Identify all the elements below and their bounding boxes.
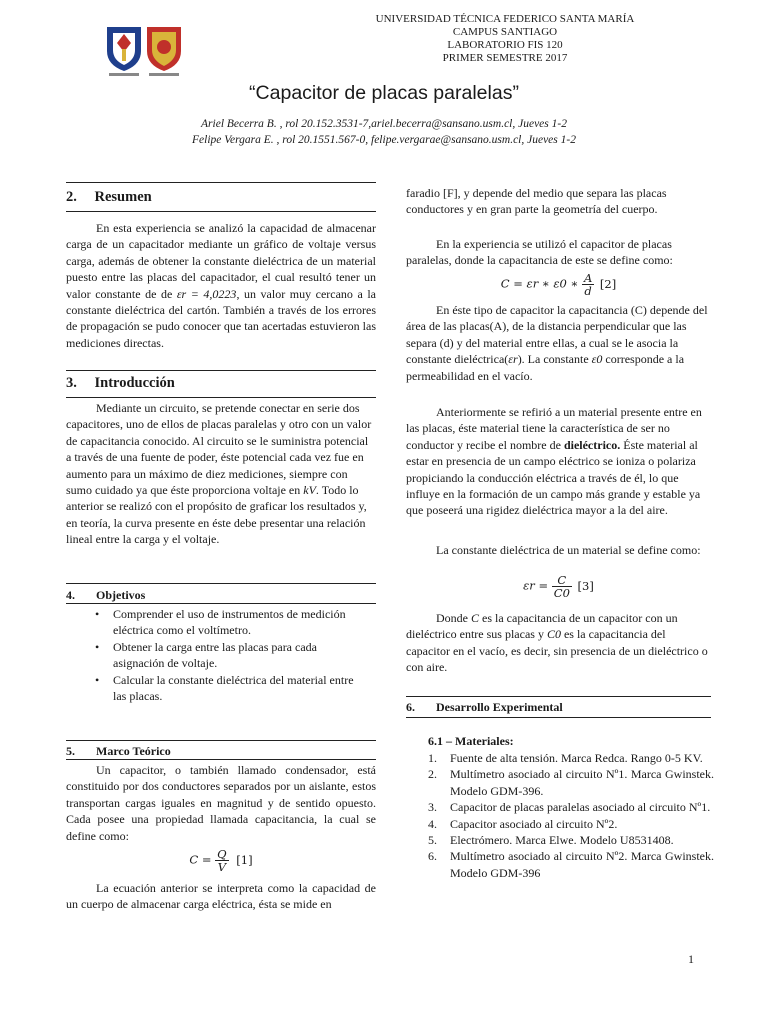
list-item: 5. Electrómero. Marca Elwe. Modelo U8531408.	[428, 833, 674, 848]
section-heading-introduccion	[66, 375, 175, 392]
section-heading-objetivos	[66, 588, 145, 603]
resumen-body-end: , un valor muy cercano a la constante dieléctrica del cartón. También a través de los errores de propagación se pudo conocer que tan acertadas estuvieron las mediciones directas.	[66, 286, 377, 350]
paper-title: “Capacitor de placas paralelas”	[249, 82, 519, 104]
symbol-epsilon-0: ε0	[591, 352, 603, 367]
dielectric-value: εr = 4,0223	[176, 286, 237, 301]
subsection-materiales: 6.1 – Materiales:	[428, 734, 514, 748]
section-heading-resumen	[66, 189, 152, 206]
objetivos-list	[88, 606, 368, 704]
section-rule	[66, 759, 376, 760]
section-title: Resumen	[94, 189, 152, 205]
section-rule	[66, 370, 376, 371]
right-column-p2	[406, 236, 711, 269]
section-rule	[66, 740, 376, 741]
marco-text	[66, 762, 376, 844]
materiales-list	[428, 750, 714, 881]
equation-lhs: εr =	[523, 578, 549, 593]
section-rule	[66, 583, 376, 584]
paragraph: faradio [F], y depende del medio que separa las placas conductores y en gran parte la geometría del cuerpo.	[406, 186, 667, 217]
bold-term: dieléctrico.	[563, 437, 621, 452]
section-title: Desarrollo Experimental	[436, 700, 563, 714]
equation-ref: [2]	[599, 276, 617, 291]
introduccion-body: Mediante un circuito, se pretende conectar en serie dos capacitores, uno de ellos de placas paralelas y otro con un valor de capacitancia conocido. Al circuito se le suministra potencial a través de una fuente de poder, éste potencial cada vez fue en aumento para un máximo de diez mediciones, siempre con sumo cuidado ya que éste proporciona voltaje en	[66, 401, 372, 498]
section-title: Objetivos	[96, 588, 146, 602]
section-title: Marco Teórico	[96, 744, 171, 758]
list-item: 2. Multímetro asociado al circuito Nº1. Marca Gwinstek. Modelo GDM-396.	[428, 767, 714, 798]
right-column-p4	[406, 404, 711, 519]
paragraph-text: ). La constante	[517, 352, 592, 367]
section-rule	[66, 603, 376, 604]
equation-2	[406, 272, 711, 297]
list-item-text: Multímetro asociado al circuito Nº1. Marca Gwinstek. Modelo GDM-396.	[450, 767, 714, 798]
symbol-c: C	[471, 611, 480, 625]
lab-name: LABORATORIO FIS 120	[447, 39, 563, 51]
university-logo-icon	[105, 25, 183, 77]
author-line: Felipe Vergara E. , rol 20.1551.567-0, felipe.vergarae@sansano.usm.cl, Jueves 1-2	[192, 134, 576, 146]
equation-numerator: Q	[217, 847, 227, 861]
list-item-text: Capacitor asociado al circuito Nº2.	[450, 816, 618, 831]
list-item: • Calcular la constante dieléctrica del material entre las placas.	[95, 672, 354, 704]
university-name: UNIVERSIDAD TÉCNICA FEDERICO SANTA MARÍA	[375, 13, 635, 25]
resumen-body: En esta experiencia se analizó la capacidad de almacenar carga de un capacitador mediante un gráfico de voltaje versus carga, además de obtener la constante dieléctrica de un material puesto entre las placas del capacitador, el cual resultó tener un valor constante de de	[66, 221, 376, 301]
paragraph: En la experiencia se utilizó el capacitor de placas paralelas, donde la capacitancia de este se define como:	[406, 237, 673, 268]
section-rule	[406, 717, 711, 718]
list-item: • Comprender el uso de instrumentos de medición eléctrica como el voltímetro.	[95, 607, 346, 638]
list-item-text: Multímetro asociado al circuito Nº2. Marca Gwinstek. Modelo GDM-396	[450, 849, 714, 880]
equation-lhs: C =	[189, 852, 212, 867]
equation-numerator: C	[552, 574, 572, 587]
semester: PRIMER SEMESTRE 2017	[442, 52, 568, 64]
equation-ref: [3]	[577, 578, 594, 593]
page-number: 1	[688, 952, 694, 966]
list-item: • Obtener la carga entre las placas para cada asignación de voltaje.	[95, 639, 317, 671]
introduccion-body-end: . Todo lo anterior se realizó con el propósito de graficar los resultados y, en teoría, la curva presente en éste debe presentar una relación lineal entre la carga y el voltaje.	[66, 483, 367, 547]
paragraph-text: Donde	[436, 611, 471, 625]
paragraph-text: corresponde a la permeabilidad en el vacío.	[406, 352, 685, 383]
section-rule	[66, 397, 376, 398]
list-item-text: Obtener la carga entre las placas para cada asignación de voltaje.	[113, 639, 317, 671]
list-item-text: Electrómero. Marca Elwe. Modelo U8531408.	[450, 833, 674, 848]
list-item-text: Comprender el uso de instrumentos de medición eléctrica como el voltímetro.	[113, 607, 346, 638]
author-line: Ariel Becerra B. , rol 20.152.3531-7,ariel.becerra@sansano.usm.cl, Jueves 1-2	[201, 118, 567, 130]
equation-denominator: V	[217, 860, 227, 874]
equation-lhs: C = εr ∗ ε0 ∗	[500, 276, 579, 291]
section-number: 4.	[66, 588, 75, 602]
list-item-text: Fuente de alta tensión. Marca Redca. Rango 0-5 KV.	[450, 751, 703, 765]
paragraph: La constante dieléctrica de un material se define como:	[436, 543, 701, 557]
equation-3	[406, 574, 711, 599]
section-number: 3.	[66, 375, 77, 391]
paragraph-text: En éste tipo de capacitor la capacitancia (C) depende del área de las placas(A), de la distancia perpendicular que las separa (d) y del material entre ellas, a cual se le asocia la constante dieléctrica(	[406, 303, 708, 367]
section-number: 5.	[66, 744, 75, 758]
right-column-p5	[406, 542, 711, 558]
section-rule	[66, 182, 376, 183]
resumen-text	[66, 220, 376, 351]
equation-1	[66, 848, 376, 873]
marco-paragraph: La ecuación anterior se interpreta como la capacidad de un cuerpo de almacenar carga eléctrica, ésta se mide en	[66, 881, 376, 912]
list-item-text: Calcular la constante dieléctrica del material entre las placas.	[113, 672, 354, 704]
section-rule	[406, 696, 711, 697]
unit-kv: kV	[303, 483, 316, 498]
introduccion-text	[66, 400, 376, 548]
paragraph-text: Anteriormente se refirió a un material presente entre en las placas, éste material tiene la característica de ser no conductor y recibe el nombre de	[406, 405, 702, 452]
list-item: 3. Capacitor de placas paralelas asociado al circuito Nº1.	[428, 800, 711, 815]
marco-text-2	[66, 880, 376, 913]
symbol-c0: C0	[546, 627, 561, 642]
paragraph-text: Éste material al estar en presencia de un campo eléctrico se ioniza o polariza propiciando la conducción eléctrica a través de él, lo que influye en la formación de un campo más grande y estable ya que poseerá una rigidez dieléctrica mayor a la del aire.	[406, 437, 701, 518]
right-column-top	[406, 185, 711, 218]
section-number: 6.	[406, 700, 415, 714]
section-number: 2.	[66, 189, 77, 205]
list-item: 6. Multímetro asociado al circuito Nº2. Marca Gwinstek. Modelo GDM-396	[428, 849, 714, 880]
equation-denominator: d	[584, 284, 592, 298]
section-title: Introducción	[94, 375, 175, 391]
authors	[0, 116, 768, 148]
section-heading-marco	[66, 744, 171, 759]
section-rule	[66, 211, 376, 212]
university-header	[340, 13, 670, 65]
list-item: 4. Capacitor asociado al circuito Nº2.	[428, 816, 618, 831]
list-item-text: Capacitor de placas paralelas asociado al circuito Nº1.	[450, 800, 711, 815]
equation-numerator: A	[583, 271, 593, 285]
list-item: 1. Fuente de alta tensión. Marca Redca. Rango 0-5 KV.	[428, 751, 703, 765]
paragraph-text: es la capacitancia de un capacitor con un dieléctrico entre sus placas y	[406, 611, 678, 642]
campus-name: CAMPUS SANTIAGO	[452, 26, 558, 38]
equation-denominator: C0	[553, 586, 570, 600]
marco-paragraph: Un capacitor, o también llamado condensador, está constituido por dos conductores separados por un aislante, estos transportan cargas iguales en magnitud y de sentido opuesto. Cada posee una propiedad llamada capacitancia, la cual se define como:	[66, 763, 376, 843]
symbol-epsilon-r: εr	[508, 352, 518, 367]
right-column-p3	[406, 302, 711, 384]
section-heading-desarrollo	[406, 700, 563, 715]
paragraph-text: es la capacitancia del capacitor en el vacío, es decir, sin presencia de un dieléctrico o con aire.	[406, 627, 708, 675]
right-column-p6	[406, 610, 711, 676]
equation-ref: [1]	[236, 852, 253, 867]
